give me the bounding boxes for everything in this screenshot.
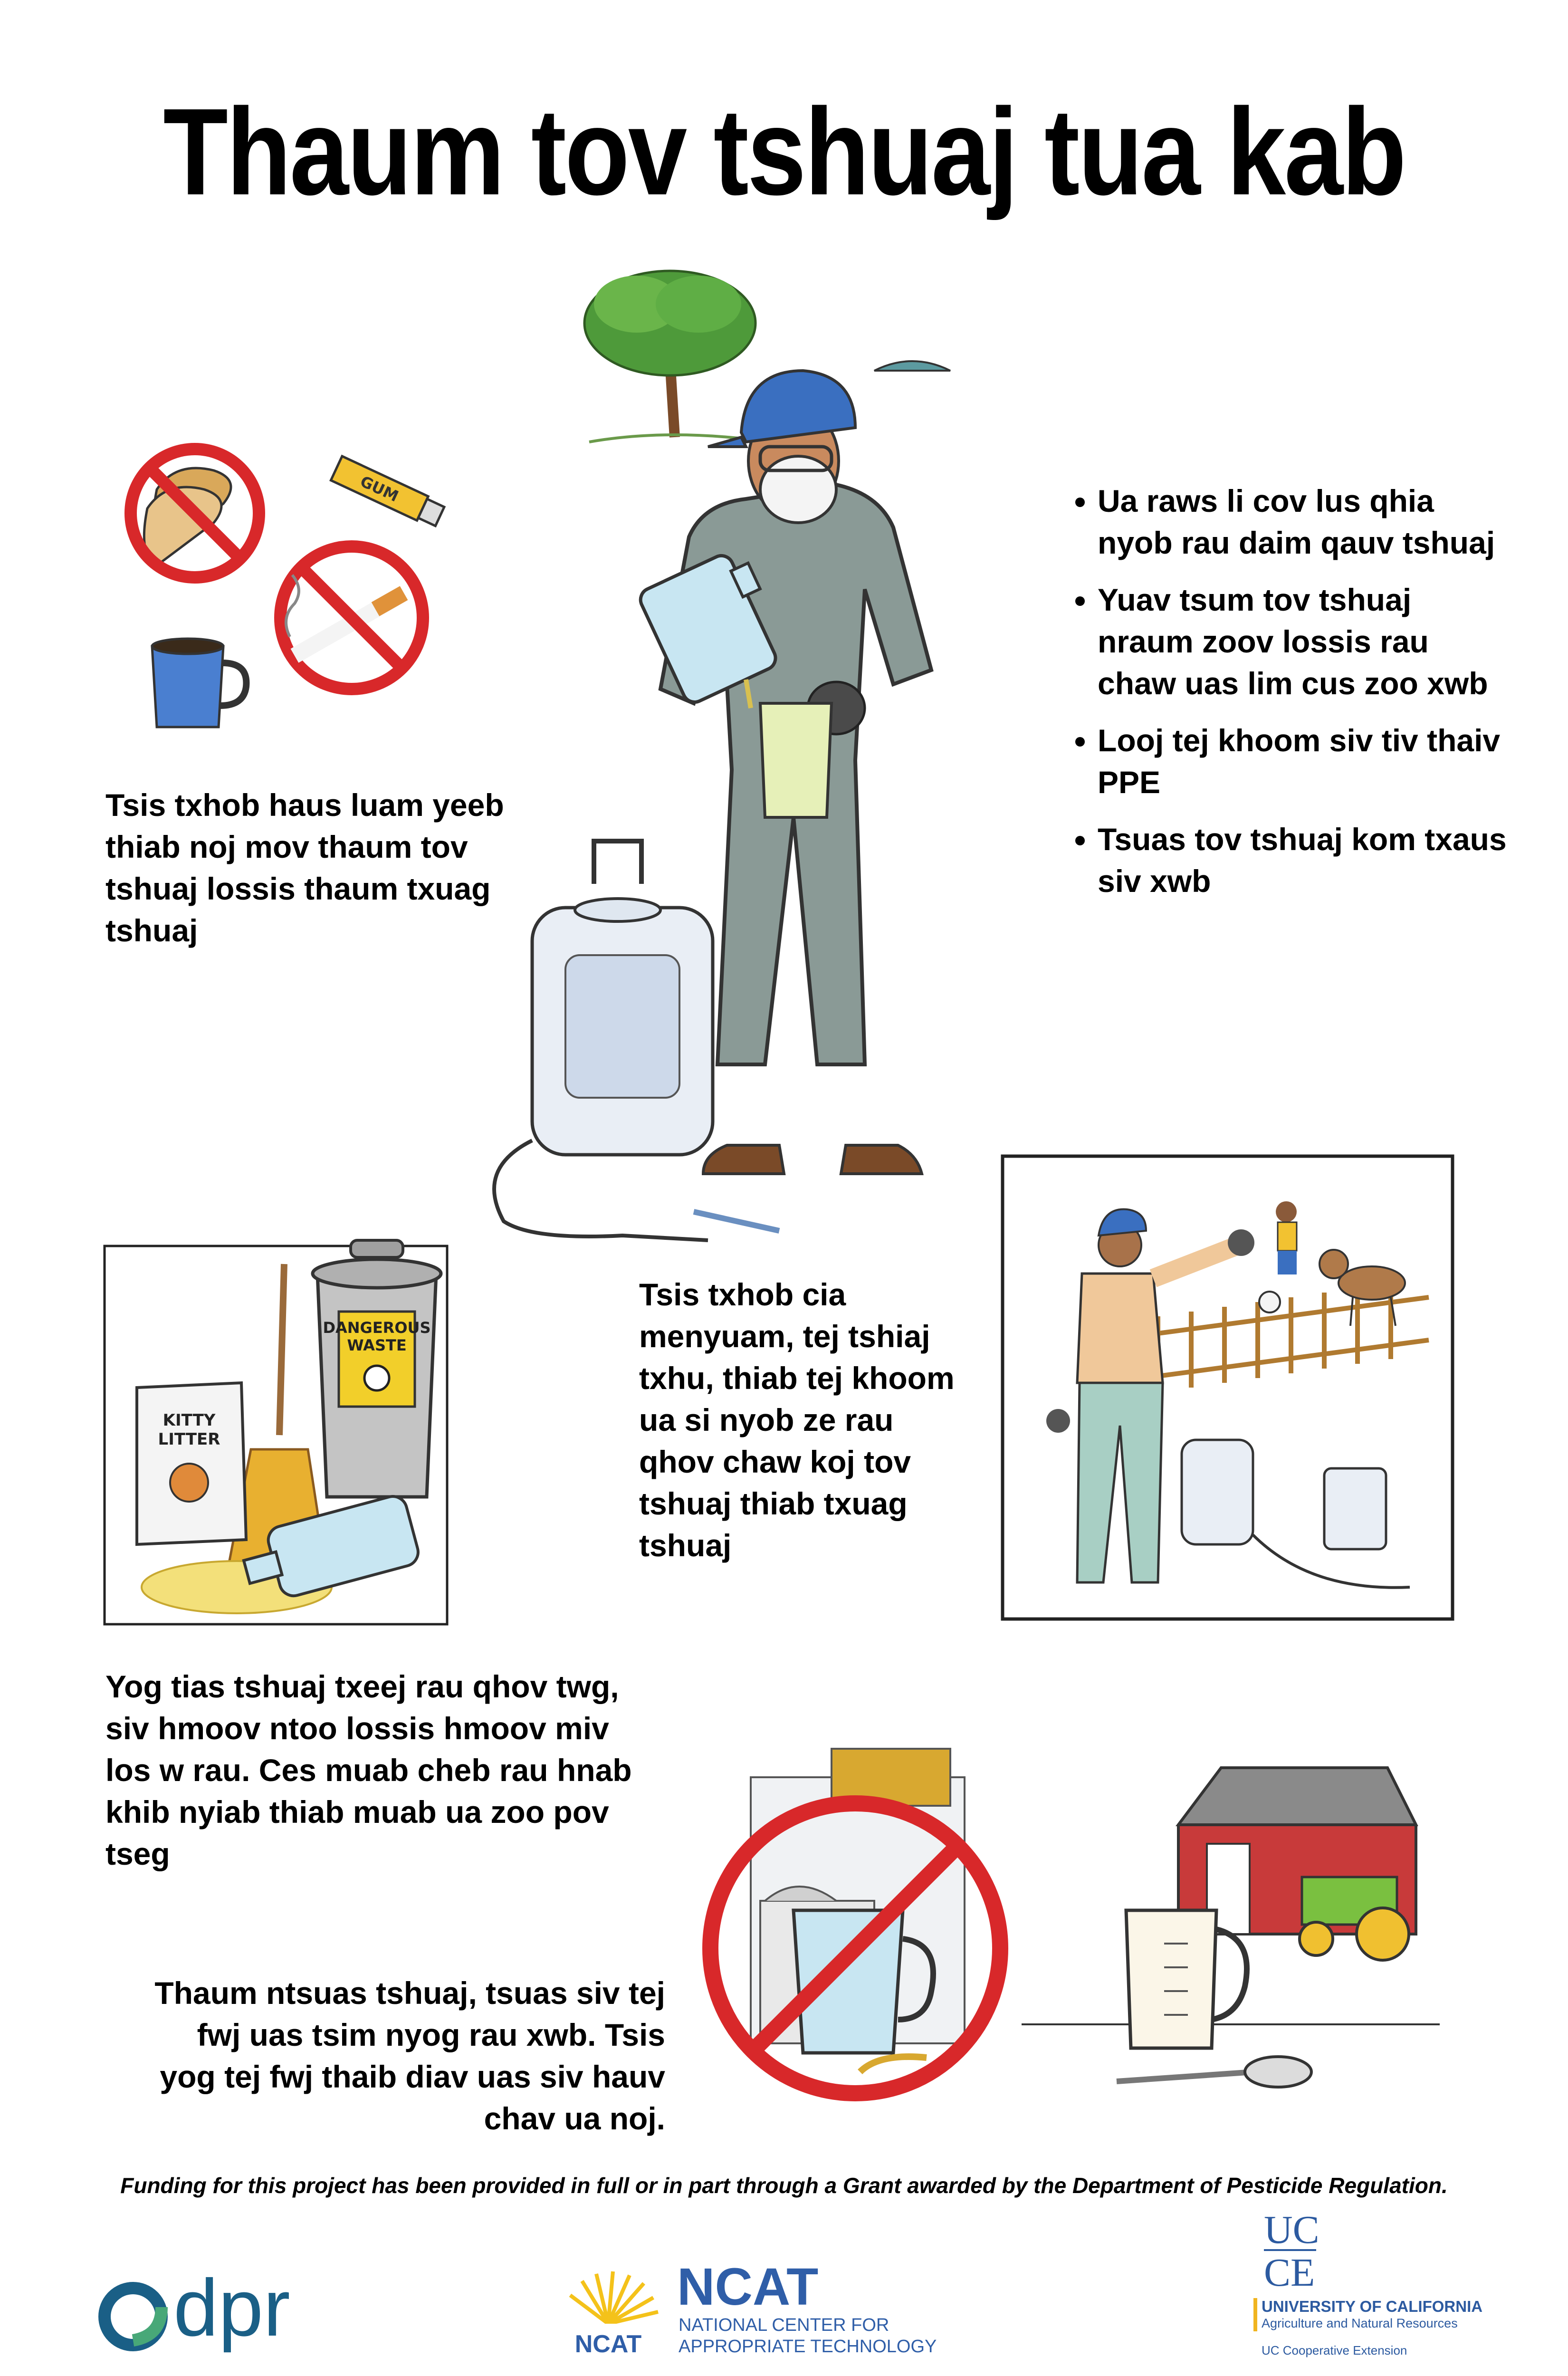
ncat-logo xyxy=(556,2252,974,2362)
skull-icon xyxy=(364,1366,389,1390)
cat-icon xyxy=(170,1464,208,1502)
glove-icon xyxy=(1046,1409,1070,1433)
backpack-sprayer-icon xyxy=(1182,1440,1253,1544)
guideline-item: • Ua raws li cov lus qhia nyob rau daim qauv tshuaj xyxy=(1098,480,1516,564)
tip-spill-cleanup: Yog tias tshuaj txeej rau qhov twg, siv hmoov ntoo lossis hmoov miv los w rau. Ces muab cheb rau hnab khib nyiab thiab muab ua zoo pov tseg xyxy=(105,1669,632,1871)
svg-text:WASTE: WASTE xyxy=(347,1336,407,1354)
kitty-litter-bag-icon xyxy=(137,1383,246,1544)
svg-text:NATIONAL CENTER FOR: NATIONAL CENTER FOR xyxy=(679,2315,889,2335)
svg-text:KITTY: KITTY xyxy=(163,1411,216,1430)
tip-keep-children-pets-away: Tsis txhob cia menyuam, tej tshiaj txhu, thiab tej khoom ua si nyob ze rau qhov chaw koj tov tshuaj thiab txuag tshuaj xyxy=(639,1277,955,1563)
guideline-item: • Tsuas tov tshuaj kom txaus siv xwb xyxy=(1098,818,1516,902)
guideline-item: • Yuav tsum tov tshuaj nraum zoov lossis rau chaw uas lim cus zoo xwb xyxy=(1098,579,1516,704)
sunburst-icon xyxy=(570,2271,658,2324)
spill-cleanup-illustration xyxy=(104,1245,448,1625)
svg-text:GUM: GUM xyxy=(357,472,402,506)
svg-text:DANGEROUS: DANGEROUS xyxy=(323,1319,431,1337)
funding-acknowledgement: Funding for this project has been provided in full or in part through a Grant awarded by the Department of Pesticide Regulation. xyxy=(120,2173,1448,2198)
tip-no-eating-smoking: Tsis txhob haus luam yeeb thiab noj mov thaum tov tshuaj lossis thaum txuag tshuaj xyxy=(105,787,504,948)
child-icon xyxy=(1276,1201,1297,1274)
spoon-icon xyxy=(860,2057,927,2072)
no-eating-smoking-illustration xyxy=(119,437,480,741)
gum-icon xyxy=(331,456,445,528)
uc-cooperative-extension-logo xyxy=(1245,2205,1511,2366)
svg-text:dpr: dpr xyxy=(173,2263,290,2353)
svg-text:NCAT: NCAT xyxy=(574,2330,642,2358)
tractor-icon xyxy=(1300,1877,1409,1960)
chemical-jug-icon xyxy=(1324,1468,1386,1549)
keep-children-pets-away-illustration xyxy=(1001,1155,1454,1620)
svg-text:UC: UC xyxy=(1264,2208,1319,2252)
mixing-guidelines-list xyxy=(1064,480,1516,917)
svg-text:Agriculture and Natural Resour: Agriculture and Natural Resources xyxy=(1262,2316,1458,2330)
guideline-item: • Looj tej khoom siv tiv thaiv PPE xyxy=(1098,719,1516,803)
svg-text:UNIVERSITY OF CALIFORNIA: UNIVERSITY OF CALIFORNIA xyxy=(1262,2298,1483,2315)
tip-measuring-tools: Thaum ntsuas tshuaj, tsuas siv tej fwj uas tsim nyog rau xwb. Tsis yog tej fwj thaib diav uas siv hauv chav ua noj. xyxy=(154,1975,665,2136)
ball-icon xyxy=(1259,1292,1280,1313)
svg-text:APPROPRIATE TECHNOLOGY: APPROPRIATE TECHNOLOGY xyxy=(679,2337,937,2357)
svg-text:UC Cooperative Extension: UC Cooperative Extension xyxy=(1262,2343,1407,2357)
distant-hill-icon xyxy=(874,361,950,371)
poster-title: Thaum tov tshuaj tua kab xyxy=(163,83,1405,221)
cap-icon xyxy=(741,371,855,442)
dedicated-measuring-cup-icon xyxy=(1126,1910,1216,2048)
dangerous-waste-can-icon xyxy=(313,1240,441,1497)
glove-icon xyxy=(1228,1229,1254,1256)
coffee-mug-icon xyxy=(152,639,246,727)
svg-text:LITTER: LITTER xyxy=(158,1430,220,1449)
tree-icon xyxy=(584,271,770,442)
kitchen-measuring-cup-icon xyxy=(794,1910,903,2053)
worker-mixing-pesticide-illustration xyxy=(494,252,1026,1250)
svg-text:CE: CE xyxy=(1264,2251,1315,2295)
no-kitchen-utensils-illustration xyxy=(689,1720,1473,2129)
face-mask-icon xyxy=(760,456,836,523)
svg-text:NCAT: NCAT xyxy=(677,2258,819,2316)
dedicated-scoop-icon xyxy=(1117,2057,1311,2087)
dpr-logo xyxy=(95,2245,290,2359)
